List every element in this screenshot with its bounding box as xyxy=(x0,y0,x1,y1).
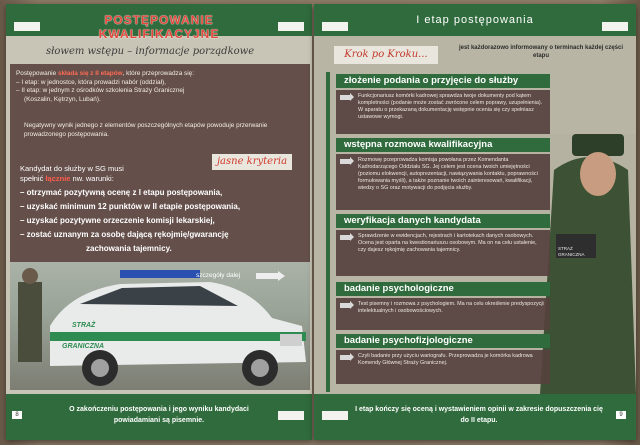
conditions-intro-text: spełnić xyxy=(20,174,46,183)
step-tag: Krok po Kroku... xyxy=(334,46,438,64)
page-number: 9 xyxy=(616,411,626,419)
left-subtitle: słowem wstępu – informacje porządkowe xyxy=(46,46,255,57)
timeline-line xyxy=(326,72,330,392)
soldier-figure xyxy=(18,282,42,362)
badge-text: STRAŻ xyxy=(558,246,573,251)
section-body xyxy=(336,298,550,330)
conditions-intro xyxy=(20,174,114,184)
car-stripe xyxy=(50,332,306,341)
section-heading: badanie psychofizjologiczne xyxy=(336,334,550,348)
section-text: Funkcjonariusz komórki kadrowej sprawdza twoje dokumenty pod kątem kompletności (podanie może zostać zwrócone celem poprawy, uzupełnienia). W aparatu o przekazaną dokumentację wstępnie ocenia się czy spełniasz ustawowe wymogi. xyxy=(358,93,543,120)
decor-tab xyxy=(602,22,628,31)
car-text: GRANICZNA xyxy=(62,343,104,350)
intro-text: , które przeprowadza się: xyxy=(122,70,194,77)
intro-text: Postępowanie xyxy=(16,70,58,77)
decor-tab xyxy=(278,22,304,31)
section-text: Czyli badanie przy użyciu wariografu. Przeprowadza je komórka kadrowa Komendy Głównej Straży Granicznej. xyxy=(358,353,533,366)
intro-line: – II etap: w jednym z ośrodków szkolenia Straży Granicznej xyxy=(16,87,185,94)
car-grille xyxy=(280,334,302,346)
condition-item: – zostać uznanym za osobę dającą rękojmię/gwarancję xyxy=(20,230,229,239)
negative-note: Negatywny wynik jednego z elementów poszczególnych etapów powoduje przerwanie prowadzonego postępowania. xyxy=(24,122,268,138)
section-text: Rozmowę przeprowadza komisja powołana przez Komendanta Kadrodarzącego Oddziału SG. Jej celem jest ocena twoich umiejętności (poziomu elokwencji, autoprezentacji, nawiązywania kontaktu, poprawności formułowania myśli), a także poznanie twoich zainteresowań, kwalifikacji, wiedzy o SG oraz motywacji do podjęcia służby. xyxy=(358,157,538,191)
officer-face xyxy=(580,152,616,196)
condition-item: zachowania tajemnicy. xyxy=(86,244,172,253)
criteria-tag: jasne kryteria xyxy=(212,154,292,170)
details-label: szczegóły dalej xyxy=(196,272,241,279)
left-page-title: POSTĘPOWANIE KWALIFIKACYJNE xyxy=(98,13,220,41)
section-text: Sprawdzenie w ewidencjach, rejestrach i kartotekach danych osobowych. Ocena jest oparta na kwestionariuszu osobowym. Ma on na celu ustalenie, czy dajesz rękojmię zachowania tajemnicy. xyxy=(358,233,537,253)
section-heading: weryfikacja danych kandydata xyxy=(336,214,550,228)
decor-tab xyxy=(322,411,348,420)
section-body xyxy=(336,230,550,276)
arrow-right-icon xyxy=(340,355,350,360)
badge-text: GRANICZNA xyxy=(558,252,585,257)
condition-item: – otrzymać pozytywną ocenę z I etapu postępowania, xyxy=(20,188,223,197)
car-text: STRAŻ xyxy=(72,322,96,329)
condition-item: – uzyskać minimum 12 punktów w II etapie postępowania, xyxy=(20,202,241,211)
decor-tab xyxy=(322,22,348,31)
right-page xyxy=(314,4,636,440)
condition-item: – uzyskać pozytywne orzeczenie komisji lekarskiej, xyxy=(20,216,215,225)
arrow-head-icon xyxy=(278,271,285,281)
arrow-right-icon xyxy=(340,159,350,164)
conditions-intro: Kandydat do służby w SG musi xyxy=(20,164,124,173)
left-footer-text: O zakończeniu postępowania i jego wyniku kandydaci powiadamiani są pisemnie. xyxy=(69,406,249,424)
details-link[interactable] xyxy=(196,272,304,282)
intro-line: (Koszalin, Kętrzyn, Lubań). xyxy=(24,95,101,103)
conditions-highlight: łącznie xyxy=(45,174,71,183)
arrow-right-icon xyxy=(340,235,350,240)
intro-line: – I etap: w jednostce, która prowadzi nabór (oddział), xyxy=(16,78,166,86)
left-page xyxy=(6,4,312,440)
conditions-intro-text: nw. warunki: xyxy=(70,174,114,183)
decor-tab xyxy=(278,411,304,420)
page-number: 8 xyxy=(12,411,22,419)
arrow-right-icon xyxy=(256,273,278,279)
right-footer-text: I etap kończy się oceną i wystawieniem opinii w zakresie dopuszczenia cię do II etapu. xyxy=(355,406,603,424)
arrow-right-icon xyxy=(340,303,350,308)
section-heading: badanie psychologiczne xyxy=(336,282,550,296)
intro-highlight: składa się z II etapów xyxy=(57,70,123,77)
intro-block xyxy=(16,70,300,104)
light-bar xyxy=(120,270,200,278)
section-body xyxy=(336,350,550,384)
section-body xyxy=(336,90,550,134)
section-heading: wstępna rozmowa kwalifikacyjna xyxy=(336,138,550,152)
right-page-title: I etap postępowania xyxy=(416,14,534,26)
info-note: jest każdorazowo informowany o terminach każdej części etapu xyxy=(458,45,624,59)
section-heading: złożenie podania o przyjęcie do służby xyxy=(336,74,550,88)
arrow-right-icon xyxy=(340,95,350,100)
section-text: Test pisemny i rozmowa z psychologiem. Ma na celu określenie predyspozycji intelektualnych i osobowościowych. xyxy=(358,301,544,314)
section-body xyxy=(336,154,550,210)
badge xyxy=(558,246,585,258)
officer-uniform xyxy=(540,157,636,394)
decor-tab xyxy=(14,22,40,31)
